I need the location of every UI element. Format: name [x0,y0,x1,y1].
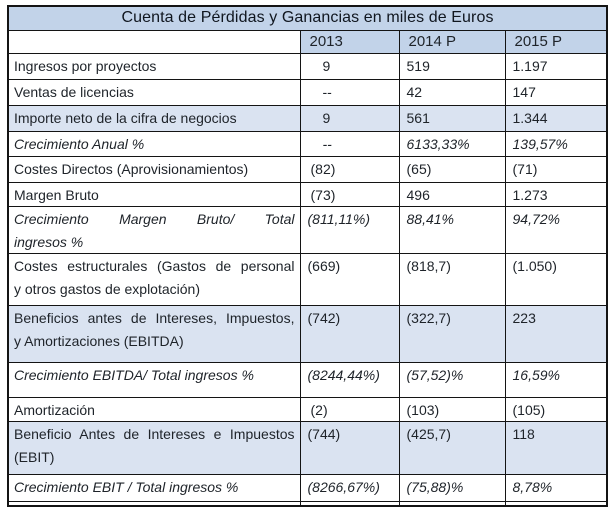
cell-2014p: (425,7) [399,422,505,475]
row-label-line1: Costes estructurales (Gastos de personal [14,258,295,274]
cell-2015p: (1.050) [505,254,607,306]
row-label-line1: Crecimiento Margen Bruto/ Total [14,211,295,227]
column-header-empty [8,31,300,54]
row-label-line2: (EBIT) [14,449,55,465]
row-label-line2: ingresos % [14,234,84,250]
row-label [8,306,300,363]
cell-2014p: 519 [399,54,505,80]
row-label: Crecimiento EBITDA/ Total ingresos % [8,363,300,398]
table-row [8,157,607,183]
cell-2015p: 1.197 [505,54,607,80]
cell-2015p: 94,72% [505,207,607,254]
row-label: Crecimiento EBIT / Total ingresos % [8,475,300,502]
cell-2013: (73) [300,183,399,207]
cell-2015p: 1.344 [505,106,607,132]
cell-2014p: 561 [399,106,505,132]
column-header-2014p: 2014 P [399,31,505,54]
column-header-2015p: 2015 P [505,31,607,54]
cell-2015p: 118 [505,422,607,475]
cell-2015p: 223 [505,306,607,363]
row-label [8,254,300,306]
cell-2013: (811,11%) [300,207,399,254]
cell-2014p: (103) [399,398,505,422]
row-label: Margen Bruto [8,183,300,207]
table-row [8,398,607,422]
cell-2014p: 6133,33% [399,132,505,157]
cell-2015p: (105) [505,398,607,422]
cell-2013: (742) [300,306,399,363]
column-header-row [8,31,607,54]
table-row [8,254,607,306]
table-row [8,183,607,207]
table-row [8,306,607,363]
row-label: Ingresos por proyectos [8,54,300,80]
row-label-line2: y otros gastos de explotación) [14,281,200,297]
cell-2013: (2) [300,398,399,422]
cell-2013: (669) [300,254,399,306]
row-label [8,422,300,475]
cell-2013: 9 [300,106,399,132]
profit-loss-table [7,5,608,507]
cell-2014p: (322,7) [399,306,505,363]
table-title: Cuenta de Pérdidas y Ganancias en miles de Euros [8,6,607,31]
cell-2013: (82) [300,157,399,183]
table-row [8,422,607,475]
document-page [7,5,615,507]
cell-2013: 9 [300,54,399,80]
row-label-line1: Beneficio Antes de Intereses e Impuestos [14,426,295,442]
row-label-line1: Beneficios antes de Intereses, Impuestos, [14,310,295,326]
cell-2014p: 496 [399,183,505,207]
row-label: Costes Directos (Aprovisionamientos) [8,157,300,183]
cell-2013: (8244,44%) [300,363,399,398]
cell-2015p: 139,57% [505,132,607,157]
cell-2015p: 16,59% [505,363,607,398]
cell-2014p: (818,7) [399,254,505,306]
table-row [8,80,607,106]
cell-2014p: (75,88)% [399,475,505,502]
cell-2014p: 42 [399,80,505,106]
table-row [8,363,607,398]
row-label: Crecimiento Anual % [8,132,300,157]
row-label [8,207,300,254]
cell-2014p: 88,41% [399,207,505,254]
cell-2015p: 8,78% [505,475,607,502]
cell-2014p: (65) [399,157,505,183]
table-title-row [8,6,607,31]
cell-2015p: 147 [505,80,607,106]
row-label: Amortización [8,398,300,422]
cell-2015p: 1.273 [505,183,607,207]
row-label: Ventas de licencias [8,80,300,106]
cell-2013: -- [300,132,399,157]
cell-2013: (744) [300,422,399,475]
cell-2014p: (57,52)% [399,363,505,398]
table-row [8,106,607,132]
table-row [8,132,607,157]
cell-2013: -- [300,80,399,106]
table-row [8,54,607,80]
row-label: Importe neto de la cifra de negocios [8,106,300,132]
cell-2013: (8266,67%) [300,475,399,502]
table-row [8,207,607,254]
table-row [8,475,607,502]
row-label-line2: y Amortizaciones (EBITDA) [14,333,184,349]
column-header-2013: 2013 [300,31,399,54]
cell-2015p: (71) [505,157,607,183]
